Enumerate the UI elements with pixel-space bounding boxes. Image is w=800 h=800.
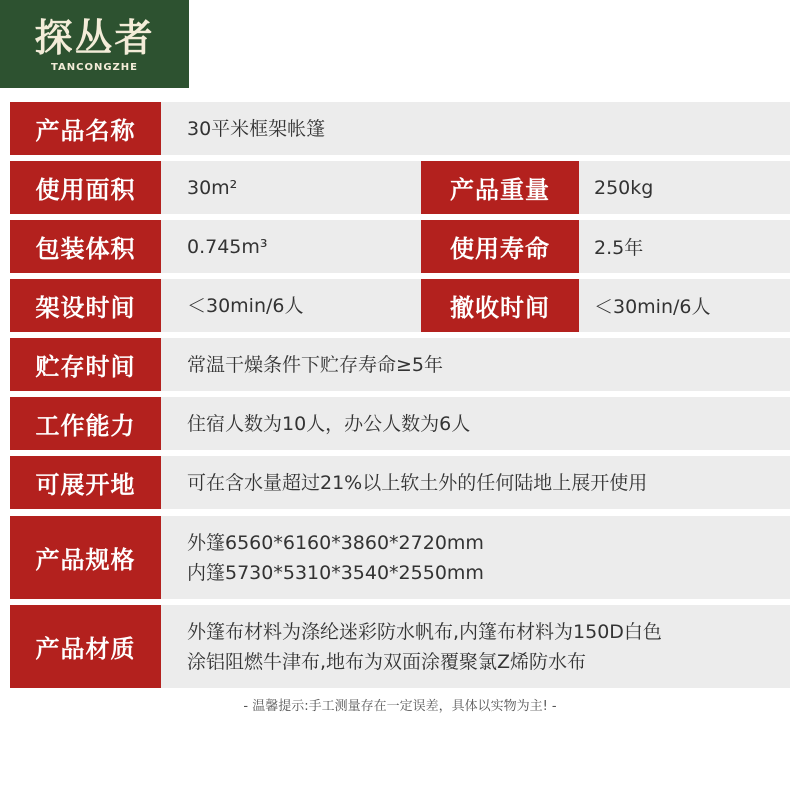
spec-value-storage: 常温干燥条件下贮存寿命≥5年 [187, 353, 444, 376]
spec-label-terrain: 可展开地 [10, 456, 161, 509]
spec-value-size [187, 516, 782, 599]
spec-row-setup-teardown [10, 279, 790, 332]
spec-material-line-2: 涂铝阻燃牛津布,地布为双面涂覆聚氯Z烯防水布 [187, 650, 587, 673]
spec-row-name [10, 102, 790, 155]
spec-row-storage [10, 338, 790, 391]
spec-row-size [10, 516, 790, 599]
spec-label-size: 产品规格 [10, 516, 161, 599]
spec-value-name: 30平米框架帐篷 [187, 117, 326, 140]
spec-label-volume: 包装体积 [10, 220, 161, 273]
spec-label-teardown: 撤收时间 [421, 279, 579, 332]
spec-value-teardown: ＜30min/6人 [594, 296, 711, 318]
spec-label-area: 使用面积 [10, 161, 161, 214]
spec-value-area: 30m² [187, 176, 238, 199]
spec-value-weight: 250kg [594, 176, 654, 199]
spec-label-lifespan: 使用寿命 [421, 220, 579, 273]
spec-value-material [187, 605, 782, 688]
spec-row-terrain [10, 456, 790, 509]
brand-logo [0, 0, 189, 88]
spec-row-capacity [10, 397, 790, 450]
spec-material-line-1: 外篷布材料为涤纶迷彩防水帆布,内篷布材料为150D白色 [187, 620, 662, 643]
spec-value-volume: 0.745m³ [187, 235, 268, 258]
spec-value-capacity: 住宿人数为10人，办公人数为6人 [187, 412, 471, 435]
spec-size-line-outer: 外篷6560*6160*3860*2720mm [187, 531, 484, 554]
measurement-note: - 温馨提示:手工测量存在一定误差，具体以实物为主! - [243, 699, 557, 714]
spec-label-material: 产品材质 [10, 605, 161, 688]
spec-label-name: 产品名称 [10, 102, 161, 155]
spec-row-material [10, 605, 790, 688]
spec-value-lifespan: 2.5年 [594, 237, 644, 259]
spec-row-area-weight [10, 161, 790, 214]
spec-row-volume-lifespan [10, 220, 790, 273]
spec-label-capacity: 工作能力 [10, 397, 161, 450]
spec-size-line-inner: 内篷5730*5310*3540*2550mm [187, 561, 484, 584]
spec-label-storage: 贮存时间 [10, 338, 161, 391]
spec-value-setup: ＜30min/6人 [187, 294, 304, 317]
brand-name-cn: 探丛者 [34, 15, 155, 60]
spec-label-setup: 架设时间 [10, 279, 161, 332]
spec-label-weight: 产品重量 [421, 161, 579, 214]
spec-value-terrain: 可在含水量超过21%以上软土外的任何陆地上展开使用 [187, 471, 648, 494]
brand-name-en: TANCONGZHE [50, 61, 139, 73]
